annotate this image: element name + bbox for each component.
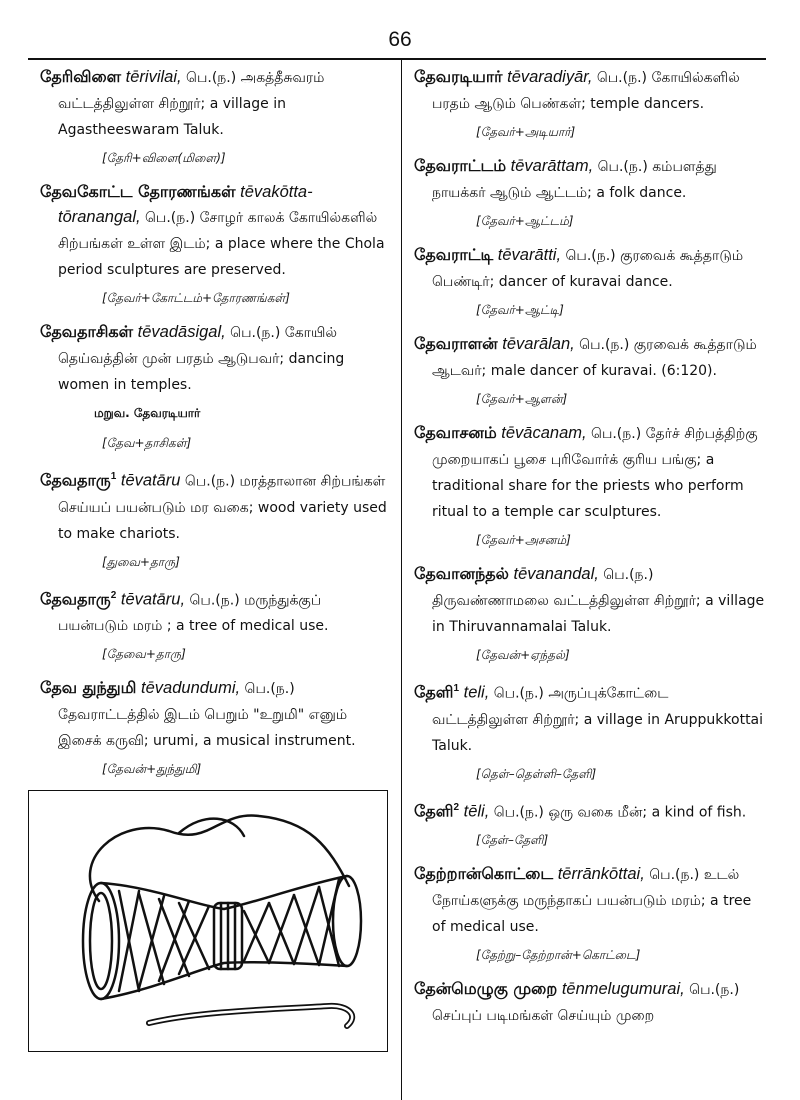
urumi-drum-icon <box>29 791 387 1051</box>
headword: தேவாசனம் <box>414 423 497 442</box>
definition: பெ.(ந.) சோழர் காலக் கோயில்களில் சிற்பங்கள் உள்ள இடம்; a place where the Chola period sculptures are preserved. <box>58 210 385 278</box>
definition: பெ.(ந.) அருப்புக்கோட்டை வட்டத்திலுள்ள சிற்றூர்; a village in Aruppukkottai Taluk. <box>432 685 764 754</box>
dictionary-entry <box>414 561 766 640</box>
etymology: [தேவன்+துந்துமி] <box>102 762 202 776</box>
dictionary-entry <box>40 675 390 754</box>
etymology: [தேவை+தாரு] <box>102 647 186 661</box>
dictionary-entry <box>40 583 390 640</box>
drum-illustration <box>28 790 388 1052</box>
transliteration: tēvarālan, <box>502 335 575 353</box>
transliteration: tēvanandal, <box>513 565 599 583</box>
headword: தேவரடியார் <box>414 67 503 86</box>
transliteration: tēnmelugumurai, <box>561 980 685 998</box>
headword: தேவானந்தல் <box>414 564 509 583</box>
transliteration: tēvarātti, <box>497 246 562 264</box>
synonym-note: மறுவ. தேவரடியார் <box>94 406 201 420</box>
definition: பெ.(ந.) செப்புப் படிமங்கள் செய்யும் முறை <box>432 982 740 1024</box>
definition: பெ.(ந.) கோயில் தெய்வத்தின் முன் பரதம் ஆடுபவர்; dancing women in temples. <box>58 325 345 393</box>
headword: தேவதாசிகள் <box>40 322 134 341</box>
dictionary-entry <box>414 976 766 1029</box>
etymology: [தேவன்+ஏந்தல்] <box>476 648 570 662</box>
etymology: [தேரி+விளை(மிளை)] <box>102 151 226 165</box>
definition: பெ.(ந.) ஒரு வகை மீன்; a kind of fish. <box>489 804 747 820</box>
definition: பெ.(ந.) திருவண்ணாமலை வட்டத்திலுள்ள சிற்றூர்; a village in Thiruvannamalai Taluk. <box>432 567 765 635</box>
definition: பெ.(ந.) உடல் நோய்களுக்கு மருந்தாகப் பயன்படும் மரம்; a tree of medical use. <box>432 867 752 935</box>
etymology: [தேள்–தேளி] <box>476 833 549 847</box>
etymology: [தேவர்+ஆட்டி] <box>476 303 564 317</box>
definition: பெ.(ந.) குரவைக் கூத்தாடும் பெண்டிர்; dancer of kuravai dance. <box>432 248 744 290</box>
sense-number: 1 <box>453 683 460 694</box>
headword: தேவ துந்துமி <box>40 678 137 697</box>
headword: தேளி <box>414 682 454 702</box>
transliteration: tēvarāttam, <box>510 157 594 175</box>
etymology: [தேவர்+கோட்டம்+தோரணங்கள்] <box>102 291 290 305</box>
transliteration: tēvatāru <box>120 471 181 490</box>
etymology: [தேவர்+ஆளன்] <box>476 392 568 406</box>
definition: பெ.(ந.) தேவராட்டத்தில் இடம் பெறும் "உறுமி" எனும் இசைக் கருவி; urumi, a musical instrument. <box>58 681 356 749</box>
headword: தேவராட்டி <box>414 245 494 264</box>
transliteration: tēvatāru, <box>120 590 186 608</box>
dictionary-entry <box>414 676 766 759</box>
dictionary-entry <box>414 331 766 384</box>
headword: தேவராட்டம் <box>414 156 507 175</box>
sense-number: 1 <box>110 471 117 482</box>
headword: தேவகோட்ட தோரணங்கள் <box>40 182 236 201</box>
dictionary-entry <box>414 242 766 295</box>
transliteration: tērivilai, <box>125 68 182 86</box>
right-column <box>414 64 766 1033</box>
definition: பெ.(ந.) கம்பளத்து நாயக்கர் ஆடும் ஆட்டம்; a folk dance. <box>432 159 717 201</box>
transliteration: tēvadāsigal, <box>137 323 226 341</box>
etymology: [துவை+தாரு] <box>102 554 180 569</box>
dictionary-entry <box>40 179 390 283</box>
dictionary-entry <box>40 319 390 398</box>
transliteration: tēvadundumi, <box>141 679 241 697</box>
transliteration: teli, <box>463 683 490 702</box>
dictionary-entry <box>414 153 766 206</box>
dictionary-entry <box>40 64 390 143</box>
dictionary-entry <box>414 795 766 826</box>
etymology: [தேவ+தாசிகள்] <box>102 436 192 450</box>
headword: தேளி <box>414 801 454 820</box>
etymology: [தெள்–தெள்ளி–தேளி] <box>476 766 597 781</box>
etymology: [தேவர்+ஆட்டம்] <box>476 214 574 228</box>
headword: தேவராளன் <box>414 334 498 353</box>
etymology: [தேவர்+அசனம்] <box>476 533 571 547</box>
etymology: [தேற்று–தேற்றான்+கொட்டை] <box>476 948 641 962</box>
left-column <box>40 64 390 790</box>
etymology: [தேவர்+அடியார்] <box>476 125 576 139</box>
sense-number: 2 <box>453 801 460 813</box>
definition: பெ.(ந.) அகத்தீசுவரம் வட்டத்திலுள்ள சிற்றூர்; a village in Agastheeswaram Taluk. <box>58 70 325 138</box>
page-number: 66 <box>388 28 412 51</box>
definition: பெ.(ந.) தேர்ச் சிற்பத்திற்கு முறையாகப் பூசை புரிவோர்க் குரிய பங்கு; a traditional share for the priests who perform ritual to a temple car sculptures. <box>432 426 758 520</box>
dictionary-entry <box>414 861 766 940</box>
headword: தேவதாரு <box>40 470 111 490</box>
dictionary-entry <box>414 64 766 117</box>
transliteration: tēli, <box>463 802 490 820</box>
dictionary-entry <box>414 420 766 525</box>
headword: தேவதாரு <box>40 589 111 608</box>
dictionary-entry <box>40 464 390 547</box>
transliteration: tēvakōtta-tōranangal, <box>58 183 313 226</box>
transliteration: tēvācanam, <box>501 424 587 442</box>
definition: பெ.(ந.) மருந்துக்குப் பயன்படும் மரம் ; a tree of medical use. <box>58 592 329 634</box>
transliteration: tērrānkōttai, <box>557 865 645 883</box>
headword: தேரிவிளை <box>40 67 122 86</box>
header-rule <box>28 58 766 60</box>
headword: தேற்றான்கொட்டை <box>414 864 554 883</box>
transliteration: tēvaradiyār, <box>507 68 593 86</box>
definition: பெ.(ந.) மரத்தாலான சிற்பங்கள் செய்யப் பயன்படும் மர வகை; wood variety used to make chariots. <box>58 473 387 542</box>
column-divider <box>401 60 402 1100</box>
headword: தேன்மெழுகு முறை <box>414 979 558 998</box>
sense-number: 2 <box>110 589 117 601</box>
definition: பெ.(ந.) கோயில்களில் பரதம் ஆடும் பெண்கள்; temple dancers. <box>432 70 740 112</box>
definition: பெ.(ந.) குரவைக் கூத்தாடும் ஆடவர்; male dancer of kuravai. (6:120). <box>432 337 757 379</box>
